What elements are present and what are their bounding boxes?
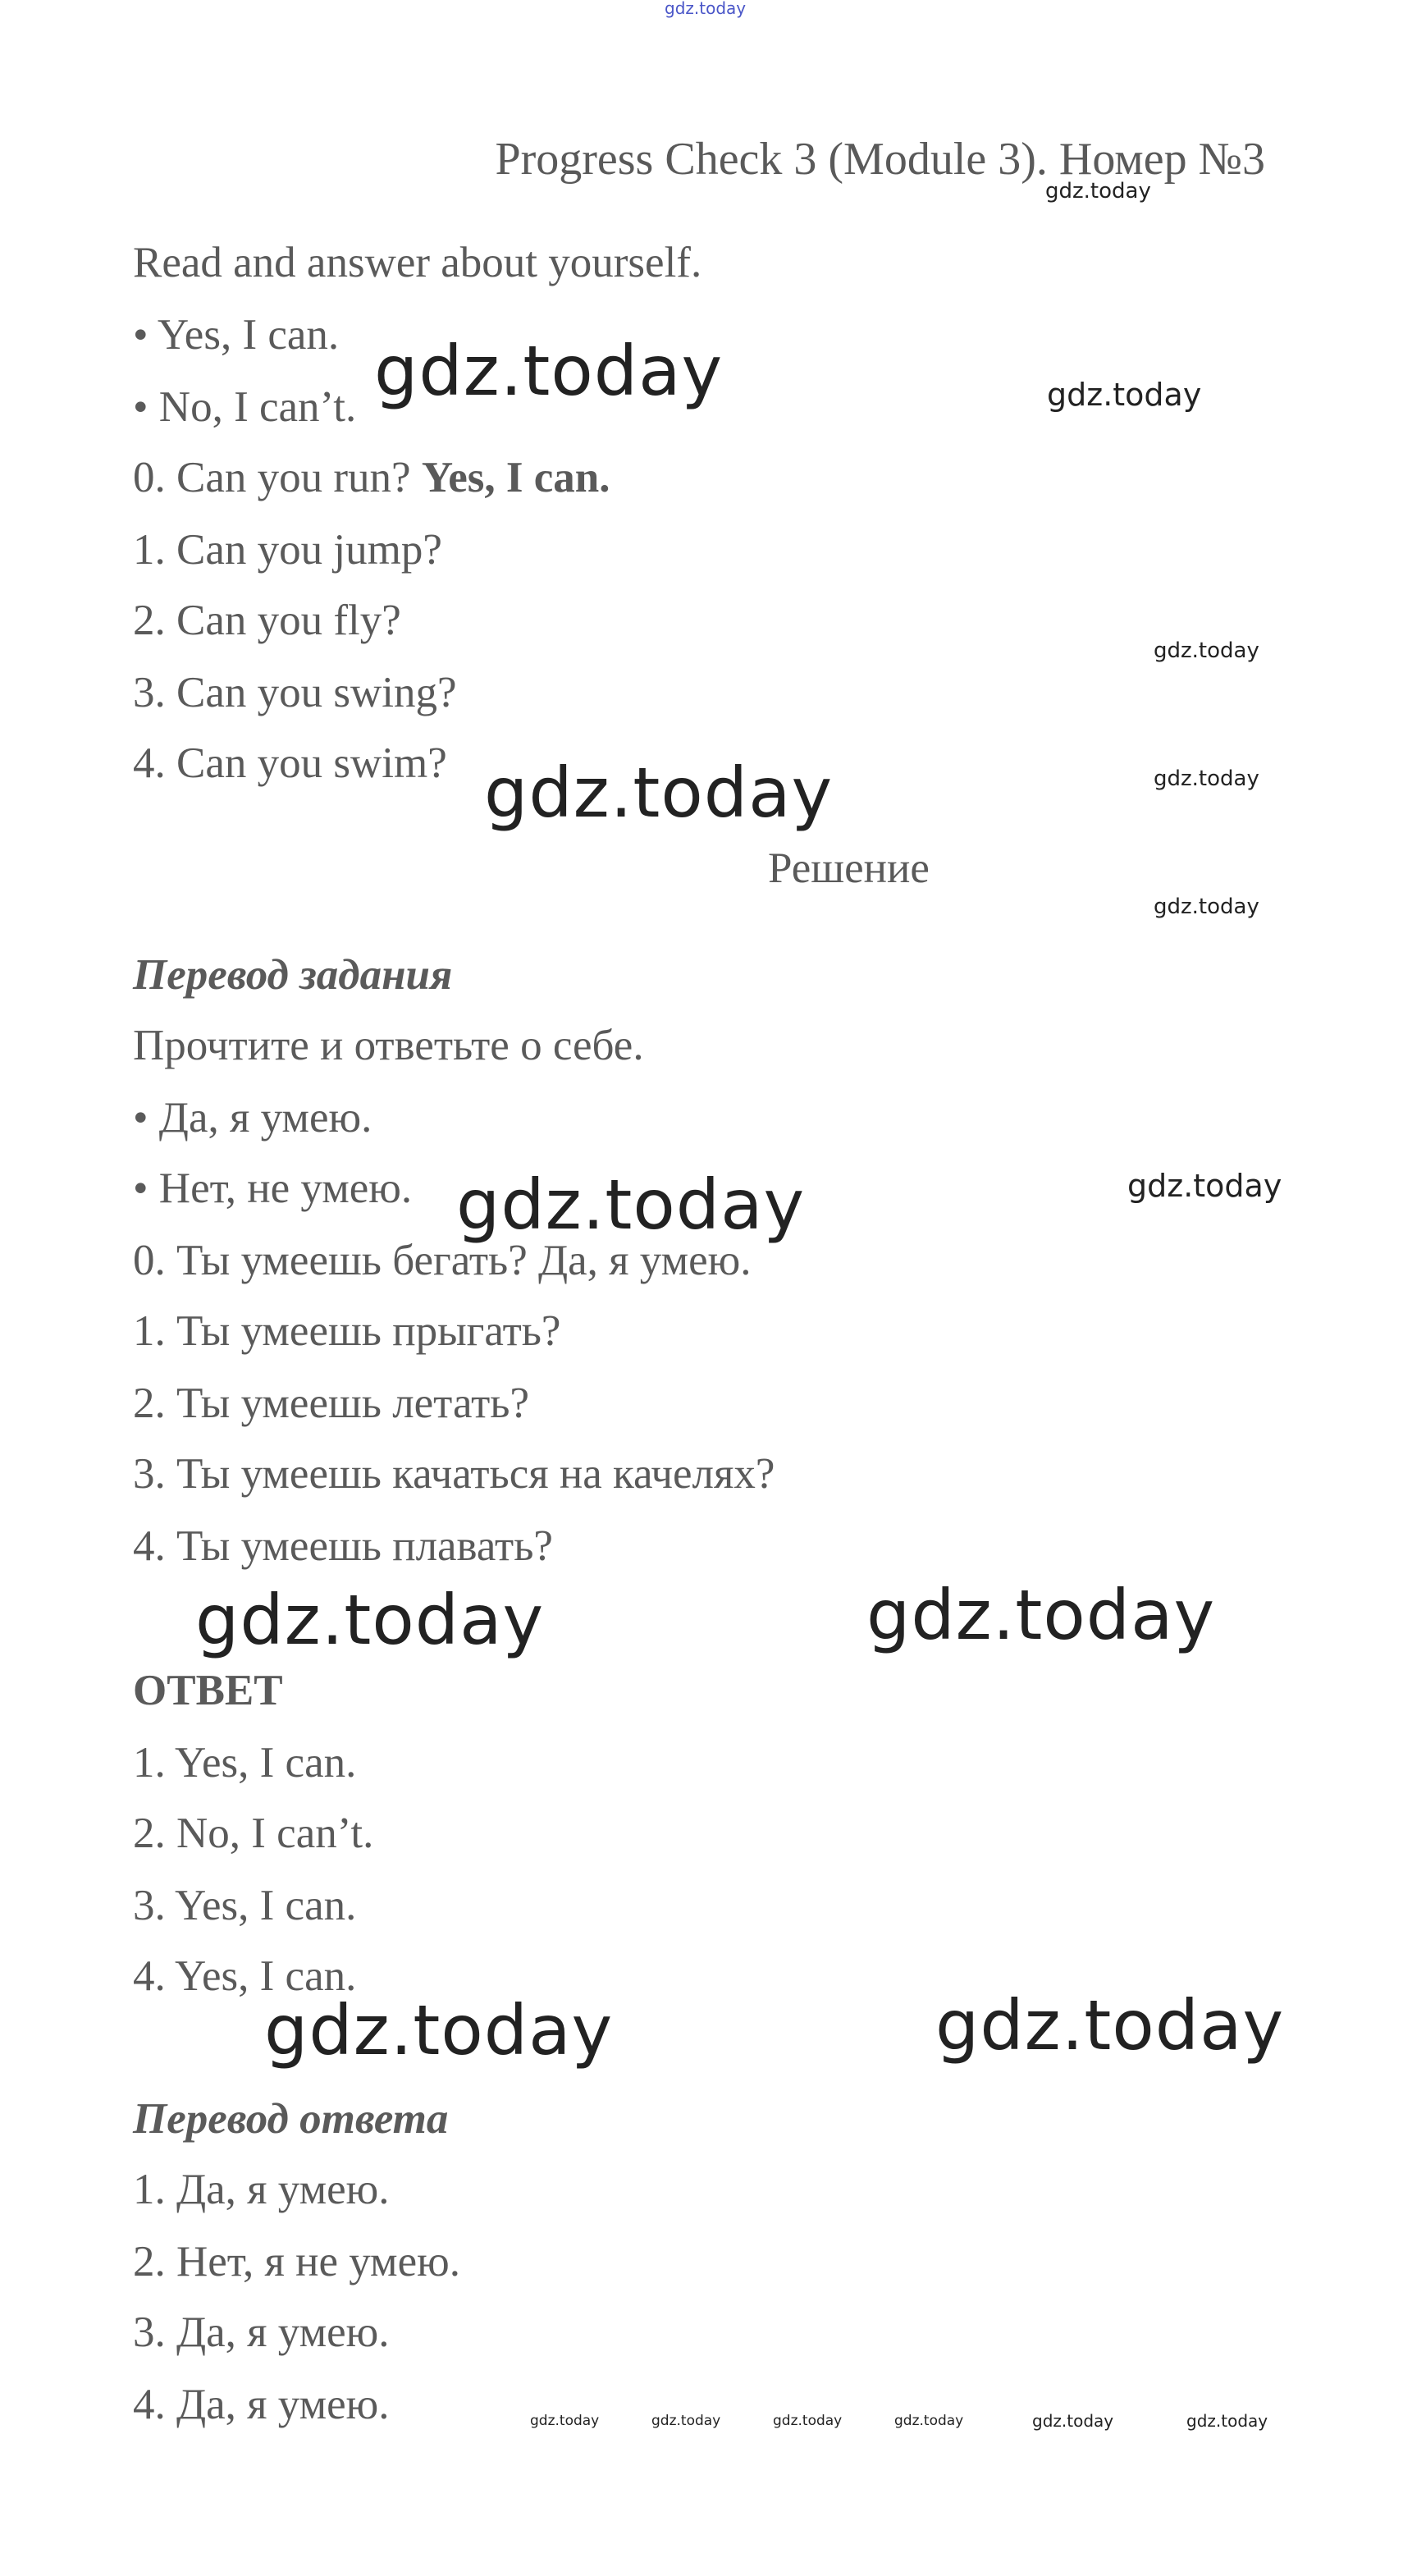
answer-line: 1. Yes, I can.	[133, 1739, 357, 1787]
task-question: 4. Can you swim?	[133, 739, 447, 787]
watermark: gdz.today	[1047, 377, 1202, 413]
answer-translation-line: 1. Да, я умею.	[133, 2166, 390, 2213]
example-question: 0. Can you run?	[133, 454, 411, 501]
watermark: gdz.today	[264, 1990, 614, 2070]
translation-line: 1. Ты умеешь прыгать?	[133, 1307, 561, 1355]
watermark: gdz.today	[1032, 2411, 1114, 2431]
watermark: gdz.today	[773, 2413, 843, 2429]
task-instruction: Read and answer about yourself.	[133, 239, 702, 286]
translation-line: 4. Ты умеешь плавать?	[133, 1522, 553, 1570]
answer-line: 2. No, I can’t.	[133, 1810, 374, 1857]
watermark: gdz.today	[195, 1580, 545, 1660]
watermark: gdz.today	[1127, 1168, 1282, 1204]
task-question: 3. Can you swing?	[133, 669, 457, 716]
watermark: gdz.today	[651, 2413, 721, 2429]
answer-translation-line: 4. Да, я умею.	[133, 2381, 390, 2428]
watermark: gdz.today	[1154, 895, 1259, 919]
task-example	[133, 456, 610, 500]
page-title: Progress Check 3 (Module 3). Номер №3	[495, 134, 1265, 185]
watermark: gdz.today	[1186, 2411, 1268, 2431]
task-question: 2. Can you fly?	[133, 597, 401, 644]
watermark: gdz.today	[894, 2413, 964, 2429]
answer-translation-heading: Перевод ответа	[133, 2095, 449, 2143]
task-question: 1. Can you jump?	[133, 526, 442, 574]
translation-option: • Нет, не умею.	[133, 1164, 413, 1212]
translation-heading: Перевод задания	[133, 951, 453, 999]
answer-heading: ОТВЕТ	[133, 1667, 283, 1714]
example-answer: Yes, I can.	[421, 454, 610, 501]
watermark: gdz.today	[935, 1985, 1285, 2066]
answer-line: 3. Yes, I can.	[133, 1882, 357, 1929]
watermark: gdz.today	[1045, 179, 1151, 204]
watermark: gdz.today	[530, 2413, 600, 2429]
watermark: gdz.today	[374, 331, 724, 411]
answer-line: 4. Yes, I can.	[133, 1952, 357, 2000]
task-option: • No, I can’t.	[133, 383, 357, 431]
watermark: gdz.today	[456, 1164, 806, 1245]
translation-option: • Да, я умею.	[133, 1094, 372, 1142]
watermark-top: gdz.today	[665, 0, 747, 18]
translation-line: 3. Ты умеешь качаться на качелях?	[133, 1450, 775, 1498]
solution-label: Решение	[768, 844, 930, 892]
watermark: gdz.today	[484, 753, 834, 833]
answer-translation-line: 3. Да, я умею.	[133, 2308, 390, 2356]
answer-translation-line: 2. Нет, я не умею.	[133, 2238, 460, 2285]
watermark: gdz.today	[866, 1575, 1216, 1655]
translation-line: 2. Ты умеешь летать?	[133, 1380, 530, 1427]
watermark: gdz.today	[1154, 766, 1259, 791]
translation-instruction: Прочтите и ответьте о себе.	[133, 1022, 644, 1069]
translation-line: 0. Ты умеешь бегать? Да, я умею.	[133, 1237, 752, 1284]
task-option: • Yes, I can.	[133, 311, 340, 359]
watermark: gdz.today	[1154, 638, 1259, 663]
